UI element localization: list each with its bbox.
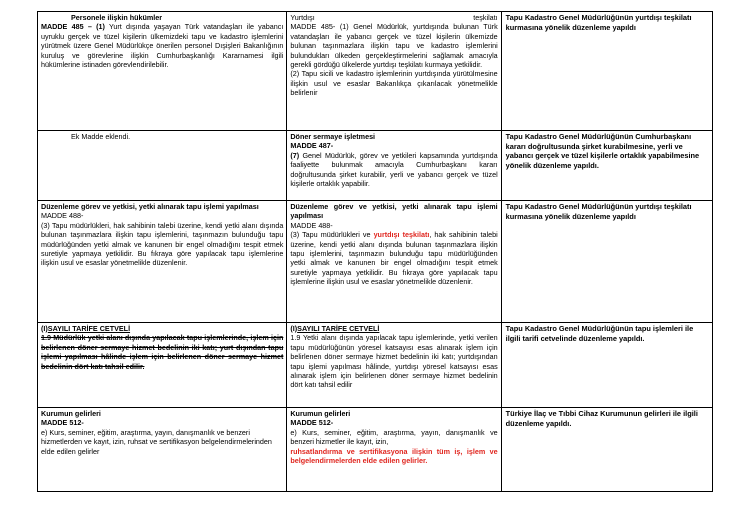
tariff-prefix: (I) [41, 324, 48, 333]
article-body: 1.9 Yetki alanı dışında yapılacak tapu işlemlerinde, yetki verilen tapu müdürlüğünün yöresel katsayısı esas alınarak işlem için belirlenen döner sermaye hizmet bedelinin iki katı; yurtdışından tapu işlemi yapılması hâlinde, yurtdışı yöresel katsayısı esas alınarak işlem için belirlenen döner sermaye hizmet bedelinin dört katı tahsil edilir [290, 333, 498, 390]
article-number: MADDE 512- [290, 418, 334, 428]
note-text: Ek Madde eklendi. [71, 132, 131, 141]
cell-proposed-text [287, 12, 501, 131]
struck-text: 1.9 Müdürlük yetki alanı dışında yapılacak tapu işlemlerinde, işlem için belirlenen döner sermaye hizmet bedelinin iki katı; yurt dışından tapu işlemi yapılması hâlinde işlem için belirlenen döner sermaye hizmet bedelinin dört katı tahsil edilir. [41, 333, 284, 371]
cell-current-text [38, 323, 287, 408]
cell-current-text [38, 201, 287, 323]
cell-justification: Türkiye İlaç ve Tıbbi Cihaz Kurumunun gelirleri ile ilgili düzenleme yapıldı. [501, 408, 712, 492]
cell-justification: Tapu Kadastro Genel Müdürlüğünün yurtdışı teşkilatı kurmasına yönelik düzenleme yapıldı [501, 12, 712, 131]
table-row [38, 131, 713, 201]
article-body: e) Kurs, seminer, eğitim, araştırma, yayın, danışmanlık ve benzeri hizmetler ile kayıt, izin, [290, 427, 498, 447]
table-row [38, 323, 713, 408]
cell-proposed-text [287, 408, 501, 492]
article-number: MADDE 488- [41, 211, 84, 221]
article-body: e) Kurs, seminer, eğitim, araştırma, yayın, danışmanlık ve benzeri hizmetlerden ve kayıt, izin, ruhsat ve sertifikasyon belgelendirmelerinden elde edilen gelirler [41, 427, 272, 456]
section-heading: Kurumun gelirleri [290, 409, 351, 418]
section-heading: Düzenleme görev ve yetkisi, yetki alınarak tapu işlemi yapılması [41, 202, 259, 211]
comparison-table [37, 11, 713, 492]
cell-justification: Tapu Kadastro Genel Müdürlüğünün Cumhurbaşkanı kararı doğrultusunda şirket kurabilmesine, yerli ve yabancı gerçek ve tüzel kişilerle ortaklık yapabilmesine yönelik düzenleme yapıldı. [501, 131, 712, 201]
article-body-cont: , hak sahibinin talebi üzerine, kendi yetki alanı dışında bulunan taşınmazlara ilişkin tapu işlemlerini, taşınmazın bulunduğu tapu müdürlüğünden yetki almak ve kanunen bir engel olmadığını tespit etmek suretiyle yapmaya yetkilidir. Bu fıkraya göre yapılacak tapu işlemlerine ilişkin usul ve esaslar yönetmelikle düzenlenir. [290, 230, 498, 287]
table-row [38, 408, 713, 492]
cell-current-text [38, 12, 287, 131]
section-heading: Yurtdışı [290, 13, 315, 22]
article-body: Genel Müdürlük, görev ve yetkileri kapsamında yurtdışında faaliyette bulunmak amacıyla Cumhurbaşkanı kararı doğrultusunda şirket kurabilir, yerli ve yabancı gerçek ve tüzel kişilerle ortaklık yapabilir. [290, 150, 498, 189]
cell-proposed-text [287, 201, 501, 323]
table-row [38, 12, 713, 131]
article-body: MADDE 485- (1) Genel Müdürlük, yurtdışında bulunan Türk vatandaşları ile yabancı gerçek ve tüzel kişilerin ülkemizde bulunan taşınmazlara ilişkin tapu ve kadastro işlemlerini bulundukları ülkeden gerçekleştirmelerini sağlamak amacıyla gerekli gördüğü ülkelerde yurtdışı teşkilatı kurmaya yetkilidir. [290, 22, 498, 70]
cell-proposed-text [287, 131, 501, 201]
section-heading: Döner sermaye işletmesi [290, 132, 376, 141]
tariff-prefix: (I) [290, 324, 298, 333]
section-heading: Kurumun gelirleri [41, 409, 101, 418]
article-body-2: (2) Tapu sicili ve kadastro işlemlerinin yurtdışında yürütülmesine ilişkin usul ve esaslar Bakanlıkça çıkarılacak yönetmelikle belirlenir [290, 69, 498, 98]
cell-current-text [38, 408, 287, 492]
article-body: (3) Tapu müdürlükleri, hak sahibinin talebi üzerine, kendi yetki alanı dışında bulunan taşınmazlara ilişkin tapu işlemlerini, taşınmazın bulunduğu tapu müdürlüğünden yetki almak ve kanunen bir engel olmadığını tespit etmek suretiyle yapmaya yetkilidir. Bu fıkraya göre yapılacak tapu işlemlerine ilişkin usul ve esaslar yönetmelikle düzenlenir. [41, 220, 284, 268]
section-heading: Düzenleme görev ve yetkisi, yetki alınarak tapu işlemi yapılması [290, 202, 498, 221]
highlighted-text: ruhsatlandırma ve sertifikasyona ilişkin tüm iş, işlem ve belgelendirmelerden elde edilen gelirler. [290, 446, 498, 466]
article-number: MADDE 485 – (1) [41, 22, 105, 32]
article-body: (3) Tapu müdürlükleri ve [290, 230, 374, 240]
section-heading: SAYILI TARİFE CETVELİ [297, 324, 380, 333]
article-number: MADDE 487- [290, 141, 334, 151]
cell-justification: Tapu Kadastro Genel Müdürlüğünün yurtdışı teşkilatı kurmasına yönelik düzenleme yapıldı [501, 201, 712, 323]
section-heading: Personele ilişkin hükümler [71, 13, 163, 22]
highlighted-text: yurtdışı teşkilatı [373, 230, 430, 240]
cell-justification: Tapu Kadastro Genel Müdürlüğünün tapu işlemleri ile ilgili tarifi cetvelinde düzenleme yapıldı. [501, 323, 712, 408]
cell-current-text [38, 131, 287, 201]
table-row [38, 201, 713, 323]
article-number: MADDE 512- [41, 418, 84, 428]
article-body: Yurt dışında yaşayan Türk vatandaşları ile yabancı uyruklu gerçek ve tüzel kişilerin ülkemizdeki tapu ve kadastro işlemlerini yürütmek üzere Genel Müdürlükçe önerilen personel Dışişleri Bakanlığının kuruluş ve görevlerine ilişkin Cumhurbaşkanlığı Kararnamesi ilgili hükümlerine istinaden görevlendirilebilir. [41, 22, 284, 70]
section-heading: SAYILI TARİFE CETVELİ [47, 324, 131, 333]
cell-proposed-text [287, 323, 501, 408]
paragraph-number: (7) [290, 150, 300, 160]
article-number: MADDE 488- [290, 220, 333, 230]
section-heading-suffix: teşkilatı [473, 13, 498, 22]
